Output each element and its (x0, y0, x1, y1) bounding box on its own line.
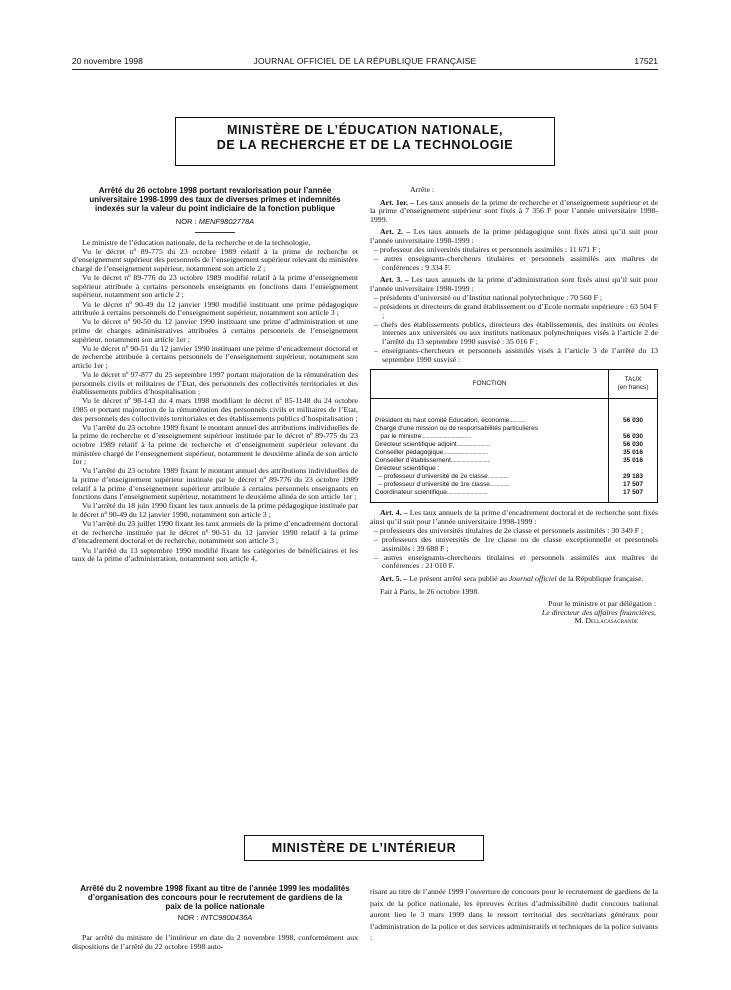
article-2-item: – professeur des universités titulaires et personnels assimilés : 11 671 F ; (374, 245, 601, 255)
arrete2-nor-code: INTC9800436A (200, 913, 253, 922)
fonction-label: – professeur d’université de 1re classe (375, 481, 490, 489)
article-4-item: – autres enseignants-chercheurs titulaires et personnels assimilés aux maîtres de conférences : 21 010 F. (374, 552, 658, 571)
fonction-label: – professeur d’université de 2e classe (375, 473, 488, 481)
taux-value (609, 425, 658, 433)
nor-reference (72, 218, 358, 227)
preamble-minister: Le ministre de l’éducation nationale, de la recherche et de la technologie, (82, 237, 311, 247)
done-at: Fait à Paris, le 26 octobre 1998. (380, 586, 480, 596)
fonction-cell (371, 441, 609, 449)
fonction-label: Chargé d’une mission ou de responsabilités particulières (375, 425, 538, 433)
dot-leader: ............ (509, 417, 526, 425)
fonction-label: Conseiller d’établissement (375, 457, 451, 465)
article-3-label: Art. 3. – (380, 275, 409, 285)
fonction-cell (371, 489, 609, 503)
col-taux-unit: (en francs) (617, 384, 649, 392)
article-5-journal: Journal officiel (508, 573, 557, 583)
article-3 (370, 276, 658, 293)
fonction-label: Conseiller pédagogique (375, 449, 444, 457)
signatory-name: M. Dellacasagrande (574, 616, 638, 626)
article-4 (370, 509, 658, 526)
arrete2-body-right (370, 886, 658, 944)
rates-table-row (371, 449, 658, 457)
journal-title: JOURNAL OFFICIEL DE LA RÉPUBLIQUE FRANÇAISE (253, 56, 477, 66)
rates-table-row (371, 489, 658, 503)
rates-table-row (371, 465, 658, 473)
rates-table-row (371, 473, 658, 481)
signature-line-2: Le directeur des affaires financières, (541, 607, 656, 617)
header-divider (72, 69, 658, 70)
article-3-item: – enseignants-chercheurs et personnels assimilés visés à l’article 3 de l’arrêté du 13 septembre 1990 susvisé : (374, 346, 658, 364)
arrete2-text-left: Par arrêté du ministre de l’intérieur en date du 2 novembre 1998, conformément aux dispositions de l’arrêté du 22 octobre 1998 auto- (72, 933, 358, 951)
article-4-text: Les taux annuels de la prime d’encadrement doctoral et de recherche sont fixés ainsi qu’il suit pour l’année universitaire 1998-1999 : (370, 508, 658, 526)
article-3-item: – présidents d’université ou d’Institut national polytechnique : 70 560 F ; (374, 293, 603, 303)
rates-table-row (371, 457, 658, 465)
visa-paragraph: Vu l’arrêté du 13 septembre 1990 modifié fixant les catégories de bénéficiaires et les taux de la prime d’administration, notamment son article 4, (72, 545, 358, 564)
signature-block (370, 600, 658, 626)
article-5-label: Art. 5. – (380, 573, 408, 583)
arrete2-text-right: risant au titre de l’année 1999 l’ouverture de concours pour le recrutement de gardiens de la paix de la police nationale, les épreuves écrites d’admissibilité dudit concours national auront lieu le 3 mars 1999 dans le ressort territorial des secrétariats généraux pour l’administration de la police et des services administratifs et techniques de la police suivants : (370, 887, 658, 942)
col-fonction-header: FONCTION (371, 370, 609, 399)
col-taux-header (609, 370, 658, 399)
rates-table-row (371, 433, 658, 441)
left-column (72, 186, 358, 564)
visa-paragraph: Vu le décret nº 90-50 du 12 janvier 1990 instituant une prime d’administration et une prime de charges administratives attribuées à certains personnels de l’enseignement supérieur, notamment son article 1er ; (72, 317, 358, 344)
rates-table-body (371, 399, 658, 503)
article-5-text-a: Le présent arrêté sera publié au (409, 573, 509, 583)
rates-table-row (371, 481, 658, 489)
fonction-label: Directeur scientifique adjoint (375, 441, 457, 449)
right-column (370, 186, 658, 626)
dot-leader: .................................. (443, 449, 488, 457)
fonction-cell (371, 399, 609, 426)
article-3-item: – chefs des établissements publics, directeurs des établissements, des instituts ou écoles internes aux universités ou aux instituts nationaux polytechniques visés à l’article 2 de l’arrêté du 13 septembre 1990 susvisé : 35 016 F ; (374, 319, 658, 346)
taux-value: 17 507 (623, 481, 643, 489)
fonction-cell (371, 433, 609, 441)
article-2-item: – autres enseignants-chercheurs titulaires et personnels assimilés aux maîtres de conférences : 9 334 F. (374, 254, 658, 272)
taux-value: 56 030 (623, 433, 643, 441)
fonction-cell (371, 473, 609, 481)
article-1-text: Les taux annuels de la prime de recherche et d’enseignement supérieur et de la prime d’enseignement supérieur sont fixés à 7 356 F pour l’année universitaire 1998-1999. (370, 197, 658, 224)
visa-paragraph: Vu l’arrêté du 23 juillet 1990 fixant les taux annuels de la prime d’encadrement doctoral et de recherche instituée par le décret nº 90-51 du 12 janvier 1990 relatif à la prime d’encadrement doctoral et de recherche, notamment son article 3 ; (72, 519, 358, 546)
article-5-text-b: de la République française. (556, 573, 644, 583)
rates-table-header (371, 370, 658, 399)
arrete2-title: Arrêté du 2 novembre 1998 fixant au titre de l’année 1999 les modalités d’organisation des concours pour le recrutement de gardiens de la paix de la police nationale (80, 884, 350, 911)
rates-table (370, 369, 658, 503)
visa-paragraph: Vu le décret nº 90-51 du 12 janvier 1990 instituant une prime d’encadrement doctoral et de recherche attribuée à certains personnels de l’enseignement supérieur, notamment son article 1er ; (72, 343, 358, 370)
title-separator (195, 232, 235, 233)
dot-leader: ............................... (446, 489, 488, 497)
article-1-label: Art. 1er. – (380, 197, 415, 207)
arrete2-body-left (72, 934, 358, 951)
ministry-education-box (175, 117, 555, 166)
article-3-item: – présidents et directeurs de grand établissement ou d’Ecole normale supérieure : 63 504 F ; (374, 302, 658, 320)
taux-value: 35 016 (623, 449, 643, 457)
rates-table-row (371, 399, 658, 426)
dot-leader: ...................................... (421, 433, 471, 441)
arrete2-nor-label: NOR : (177, 913, 199, 922)
article-2-text: Les taux annuels de la prime pédagogique sont fixés ainsi qu’il suit pour l’année universitaire 1998-1999 : (370, 227, 658, 245)
page-header (72, 56, 658, 68)
visas-list (72, 239, 358, 564)
fonction-cell (371, 465, 609, 473)
article-4-item: – professeurs des universités de 1re classe ou de classe exceptionnelle et personnels assimilés : 39 688 F ; (374, 535, 658, 553)
signature-line-1: Pour le ministre et par délégation : (548, 599, 656, 609)
arrete-word: Arrête : (410, 185, 435, 194)
fonction-cell (371, 425, 609, 433)
visa-paragraph: Vu l’arrêté du 23 octobre 1989 fixant le montant annuel des attributions individuelles de la prime de recherche et d’enseignement supérieur instituée par le décret nº 89-775 du 23 octobre 1989 relatif à la prime de recherche et d’enseignement supérieur relevant du ministère chargé de l’enseignement supérieur, notamment le deuxième alinéa de son article 1er ; (72, 422, 358, 467)
article-5 (370, 575, 658, 584)
ministry-title-line2: DE LA RECHERCHE ET DE LA TECHNOLOGIE (216, 138, 514, 152)
nor-code: MENF9802778A (198, 217, 255, 226)
dot-leader: .......................... (456, 441, 491, 449)
header-date: 20 novembre 1998 (72, 56, 143, 66)
article-2-label: Art. 2. – (380, 227, 411, 237)
visa-paragraph: Vu l’arrêté du 18 juin 1990 fixant les taux annuels de la prime pédagogique instituée par le décret nº 90-49 du 12 janvier 1990, notamment son article 3 ; (72, 501, 358, 519)
taux-value (609, 465, 658, 473)
col-taux-label: TAUX (624, 376, 642, 384)
arrete2-nor (72, 913, 358, 922)
article-3-text: Les taux annuels de la prime d’administration sont fixés ainsi qu’il suit pour l’année universitaire 1998-1999 : (370, 275, 658, 293)
arrete-title: Arrêté du 26 octobre 1998 portant revalorisation pour l’année universitaire 1998-1999 des taux de diverses primes et indemnités indexés sur la valeur du point indiciaire de la fonction publique (89, 186, 341, 213)
article-2 (370, 228, 658, 245)
visa-paragraph: Vu le décret nº 89-775 du 23 octobre 1989 relatif à la prime de recherche et d’enseignement supérieur des personnels de l’enseignement supérieur relevant du ministère chargé de l’enseignement supérieur, notamment son article 2 ; (72, 246, 358, 273)
rates-table-row (371, 441, 658, 449)
dot-leader: ............... (489, 481, 510, 489)
dot-leader: .............................. (450, 457, 491, 465)
taux-value: 35 016 (623, 457, 643, 465)
page-number: 17521 (634, 56, 658, 66)
fonction-cell (371, 457, 609, 465)
arrete2-header (72, 884, 358, 922)
fonction-label: par le ministre (375, 433, 422, 441)
ministry2-title: MINISTÈRE DE L’INTÉRIEUR (271, 841, 457, 855)
visa-paragraph: Vu le décret nº 89-776 du 23 octobre 1989 modifié relatif à la prime d’enseignement supérieur attribuée à certains personnels enseignants en fonctions dans l’enseignement supérieur, notamment son article 2 ; (72, 273, 358, 300)
taux-value: 56 030 (623, 417, 643, 425)
ministry-title-line1: MINISTÈRE DE L’ÉDUCATION NATIONALE, (226, 123, 504, 137)
fonction-label: Coordinateur scientifique (375, 489, 447, 497)
visa-paragraph: Vu l’arrêté du 23 octobre 1989 fixant le montant annuel des attributions individuelles de la prime d’enseignement supérieur instituée par le décret nº 89-776 du 23 octobre 1989 relatif à la prime d’enseignement supérieur attribuée à certains personnels enseignants en fonctions dans l’enseignement supérieur, notamment le deuxième alinéa de son article 1er ; (72, 466, 358, 502)
fonction-label: Directeur scientifique : (375, 465, 440, 473)
fonction-cell (371, 481, 609, 489)
nor-label: NOR : (175, 217, 197, 226)
visa-paragraph: Vu le décret nº 97-877 du 25 septembre 1997 portant majoration de la rémunération des personnels civils et militaires de l’Etat, des personnels des collectivités territoriales et des établissements publics d’hospitalisation ; (72, 370, 358, 397)
rates-table-row (371, 425, 658, 433)
taux-value: 29 183 (623, 473, 643, 481)
article-1 (370, 199, 658, 225)
visa-paragraph: Vu le décret nº 98-143 du 4 mars 1998 modifiant le décret nº 85-1148 du 24 octobre 1985 et portant majoration de la rémunération des personnels civils et militaires de l’Etat, des personnels des collectivités territoriales et des établissements publics d’hospitalisation ; (72, 396, 358, 423)
fonction-label: Président du haut comité Education, économie (375, 417, 510, 425)
article-4-item: – professeurs des universités titulaires de 2e classe et personnels assimilés : 30 349 F ; (374, 525, 644, 535)
ministry-interior-box (244, 835, 484, 861)
visa-paragraph: Vu le décret nº 90-49 du 12 janvier 1990 modifié instituant une prime pédagogique attribuée à certains personnels de l’enseignement supérieur, notamment son article 3 ; (72, 299, 358, 318)
taux-value: 17 507 (623, 489, 643, 497)
article-4-label: Art. 4. – (380, 508, 408, 518)
taux-value: 56 030 (623, 441, 643, 449)
fonction-cell (371, 449, 609, 457)
dot-leader: ................ (487, 473, 509, 481)
